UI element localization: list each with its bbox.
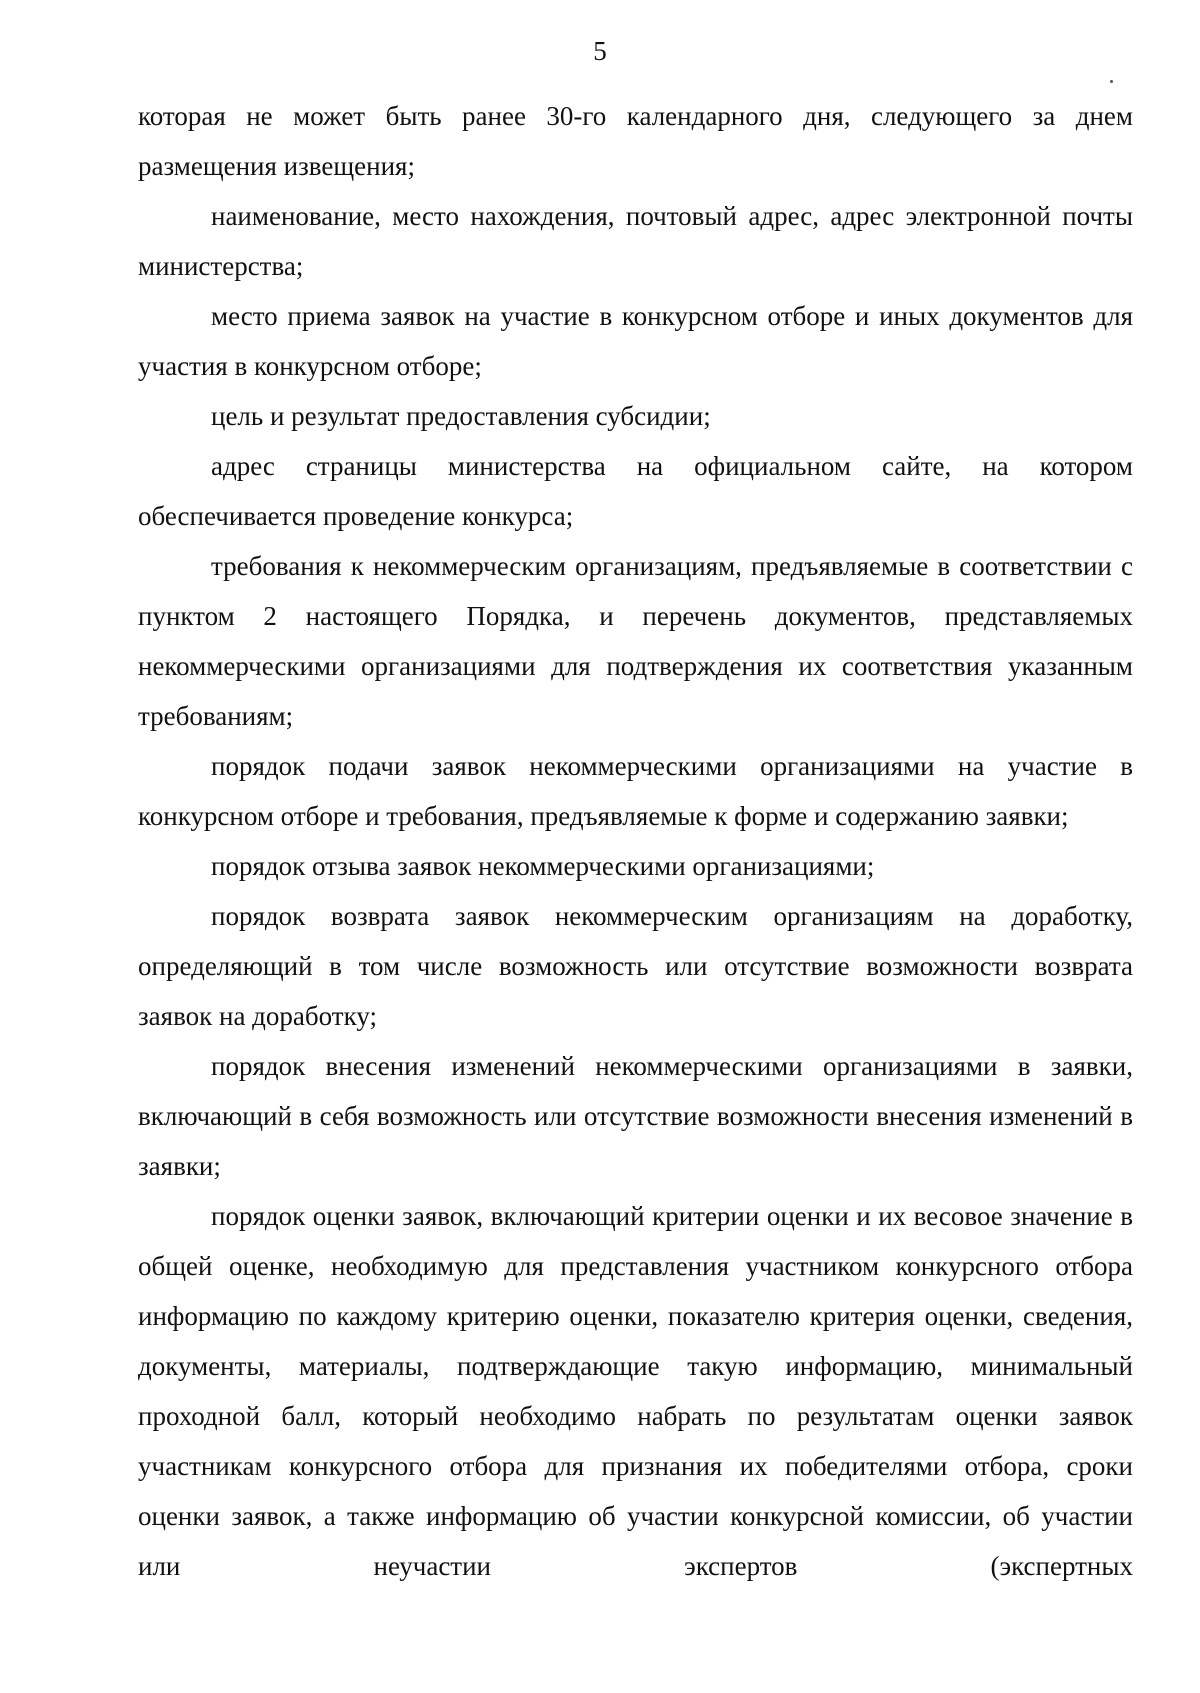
document-body xyxy=(138,91,1133,1591)
paragraph-continued-next-page: порядок оценки заявок, включающий критерии оценки и их весовое значение в общей оценке, необходимую для представления участником конкурсного отбора информацию по каждому критерию оценки, показателю критерия оценки, сведения, документы, материалы, подтверждающие такую информацию, минимальный проходной балл, который необходимо набрать по результатам оценки заявок участникам конкурсного отбора для признания их победителями отбора, сроки оценки заявок, а также информацию об участии конкурсной комиссии, об участии или неучастии экспертов (экспертных xyxy=(138,1201,1133,1581)
paragraph: порядок возврата заявок некоммерческим организациям на доработку, определяющий в том числе возможность или отсутствие возможности возврата заявок на доработку; xyxy=(138,901,1133,1031)
scan-speck xyxy=(1110,80,1113,83)
paragraph: адрес страницы министерства на официальном сайте, на котором обеспечивается проведение конкурса; xyxy=(138,451,1133,531)
paragraph: место приема заявок на участие в конкурсном отборе и иных документов для участия в конкурсном отборе; xyxy=(138,301,1133,381)
paragraph: порядок отзыва заявок некоммерческими организациями; xyxy=(211,851,875,881)
page-number: 5 xyxy=(593,36,607,66)
paragraph: требования к некоммерческим организациям, предъявляемые в соответствии с пунктом 2 настоящего Порядка, и перечень документов, представляемых некоммерческими организациями для подтверждения их соответствия указанным требованиям; xyxy=(138,551,1133,731)
paragraph-continuation: которая не может быть ранее 30-го календарного дня, следующего за днем размещения извещения; xyxy=(138,101,1133,181)
paragraph: порядок внесения изменений некоммерческими организациями в заявки, включающий в себя возможность или отсутствие возможности внесения изменений в заявки; xyxy=(138,1051,1133,1181)
paragraph: порядок подачи заявок некоммерческими организациями на участие в конкурсном отборе и требования, предъявляемые к форме и содержанию заявки; xyxy=(138,751,1133,831)
paragraph: цель и результат предоставления субсидии; xyxy=(211,401,711,431)
paragraph: наименование, место нахождения, почтовый адрес, адрес электронной почты министерства; xyxy=(138,201,1133,281)
